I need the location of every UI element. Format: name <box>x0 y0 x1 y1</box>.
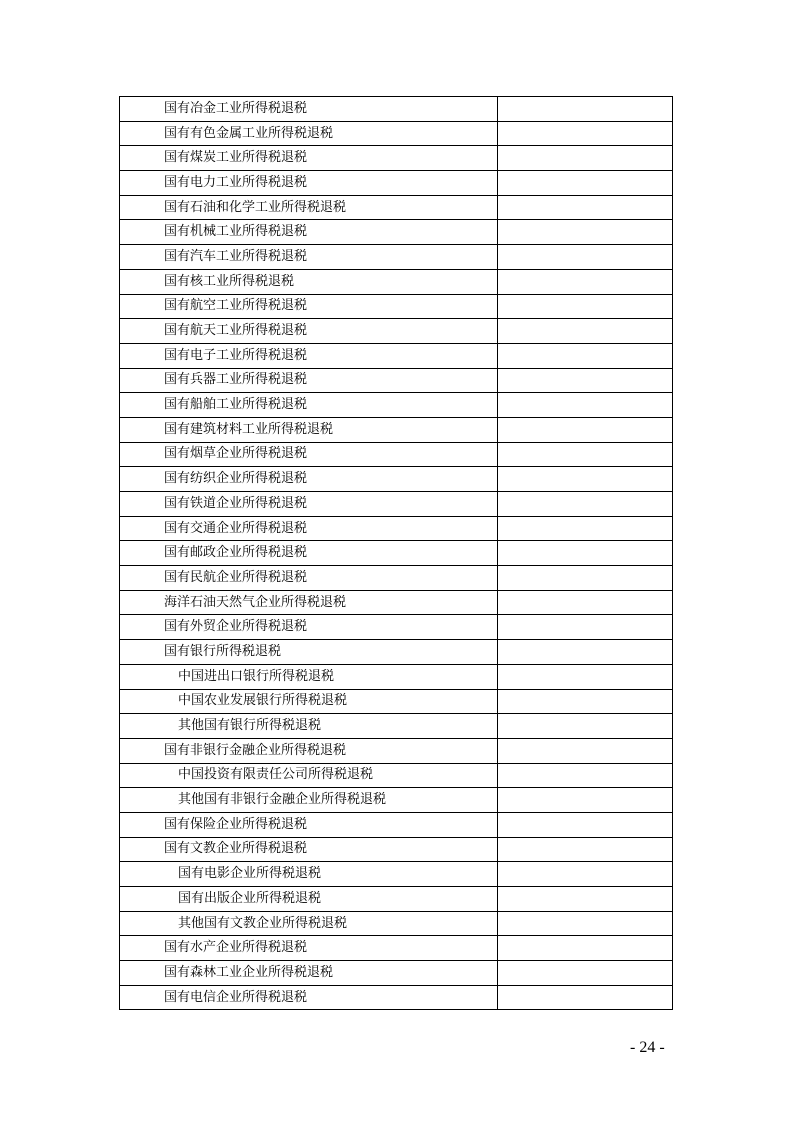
row-label: 国有兵器工业所得税退税 <box>120 368 498 393</box>
table-row <box>120 269 673 294</box>
row-value <box>498 121 673 146</box>
row-value <box>498 146 673 171</box>
row-value <box>498 393 673 418</box>
row-value <box>498 689 673 714</box>
table-row <box>120 961 673 986</box>
table-row <box>120 664 673 689</box>
row-value <box>498 664 673 689</box>
row-label: 国有水产企业所得税退税 <box>120 936 498 961</box>
row-value <box>498 566 673 591</box>
row-value <box>498 788 673 813</box>
row-value <box>498 738 673 763</box>
table-row <box>120 121 673 146</box>
row-value <box>498 417 673 442</box>
row-label: 国有船舶工业所得税退税 <box>120 393 498 418</box>
row-value <box>498 319 673 344</box>
table-row <box>120 590 673 615</box>
row-value <box>498 294 673 319</box>
row-label: 国有石油和化学工业所得税退税 <box>120 195 498 220</box>
row-value <box>498 467 673 492</box>
row-value <box>498 590 673 615</box>
row-value <box>498 541 673 566</box>
row-label: 国有纺织企业所得税退税 <box>120 467 498 492</box>
table-row <box>120 195 673 220</box>
row-value <box>498 887 673 912</box>
row-label: 国有铁道企业所得税退税 <box>120 492 498 517</box>
row-label: 国有烟草企业所得税退税 <box>120 442 498 467</box>
row-label: 国有民航企业所得税退税 <box>120 566 498 591</box>
table-row <box>120 911 673 936</box>
row-value <box>498 269 673 294</box>
table-row <box>120 146 673 171</box>
table-row <box>120 541 673 566</box>
table-row <box>120 467 673 492</box>
page-number: - 24 - <box>630 1039 665 1056</box>
row-value <box>498 220 673 245</box>
table-row <box>120 837 673 862</box>
table-row <box>120 442 673 467</box>
row-value <box>498 171 673 196</box>
row-label: 国有核工业所得税退税 <box>120 269 498 294</box>
row-value <box>498 516 673 541</box>
row-label: 中国进出口银行所得税退税 <box>120 664 498 689</box>
row-label: 国有有色金属工业所得税退税 <box>120 121 498 146</box>
row-value <box>498 911 673 936</box>
row-label: 其他国有银行所得税退税 <box>120 714 498 739</box>
row-label: 海洋石油天然气企业所得税退税 <box>120 590 498 615</box>
row-label: 国有煤炭工业所得税退税 <box>120 146 498 171</box>
row-value <box>498 640 673 665</box>
table-row <box>120 319 673 344</box>
table-body <box>120 97 673 1010</box>
table-row <box>120 492 673 517</box>
row-label: 国有机械工业所得税退税 <box>120 220 498 245</box>
row-value <box>498 442 673 467</box>
table-row <box>120 97 673 122</box>
table-row <box>120 788 673 813</box>
table-row <box>120 887 673 912</box>
table-row <box>120 714 673 739</box>
row-label: 国有航空工业所得税退税 <box>120 294 498 319</box>
tax-refund-table <box>119 96 673 1010</box>
row-value <box>498 97 673 122</box>
row-label: 国有电影企业所得税退税 <box>120 862 498 887</box>
row-label: 其他国有非银行金融企业所得税退税 <box>120 788 498 813</box>
table-row <box>120 343 673 368</box>
table-row <box>120 417 673 442</box>
table-row <box>120 812 673 837</box>
row-value <box>498 936 673 961</box>
table-row <box>120 220 673 245</box>
table-row <box>120 689 673 714</box>
row-value <box>498 492 673 517</box>
row-value <box>498 368 673 393</box>
row-label: 国有外贸企业所得税退税 <box>120 615 498 640</box>
row-label: 国有非银行金融企业所得税退税 <box>120 738 498 763</box>
row-label: 国有冶金工业所得税退税 <box>120 97 498 122</box>
table-row <box>120 245 673 270</box>
table-row <box>120 936 673 961</box>
row-label: 其他国有文教企业所得税退税 <box>120 911 498 936</box>
row-value <box>498 195 673 220</box>
row-label: 国有电子工业所得税退税 <box>120 343 498 368</box>
row-value <box>498 615 673 640</box>
table-row <box>120 294 673 319</box>
row-label: 中国投资有限责任公司所得税退税 <box>120 763 498 788</box>
table-row <box>120 171 673 196</box>
row-label: 国有银行所得税退税 <box>120 640 498 665</box>
table-row <box>120 393 673 418</box>
row-label: 国有保险企业所得税退税 <box>120 812 498 837</box>
row-label: 国有邮政企业所得税退税 <box>120 541 498 566</box>
row-label: 中国农业发展银行所得税退税 <box>120 689 498 714</box>
row-value <box>498 862 673 887</box>
table-row <box>120 615 673 640</box>
row-label: 国有出版企业所得税退税 <box>120 887 498 912</box>
table-row <box>120 368 673 393</box>
row-label: 国有文教企业所得税退税 <box>120 837 498 862</box>
table-row <box>120 862 673 887</box>
table-row <box>120 738 673 763</box>
row-value <box>498 985 673 1010</box>
row-value <box>498 837 673 862</box>
table-row <box>120 985 673 1010</box>
row-label: 国有航天工业所得税退税 <box>120 319 498 344</box>
row-value <box>498 961 673 986</box>
row-value <box>498 812 673 837</box>
row-label: 国有交通企业所得税退税 <box>120 516 498 541</box>
row-label: 国有电力工业所得税退税 <box>120 171 498 196</box>
row-value <box>498 714 673 739</box>
table-row <box>120 566 673 591</box>
table-row <box>120 516 673 541</box>
row-value <box>498 343 673 368</box>
row-label: 国有森林工业企业所得税退税 <box>120 961 498 986</box>
row-label: 国有汽车工业所得税退税 <box>120 245 498 270</box>
row-value <box>498 245 673 270</box>
table-row <box>120 640 673 665</box>
table-row <box>120 763 673 788</box>
row-value <box>498 763 673 788</box>
row-label: 国有电信企业所得税退税 <box>120 985 498 1010</box>
row-label: 国有建筑材料工业所得税退税 <box>120 417 498 442</box>
